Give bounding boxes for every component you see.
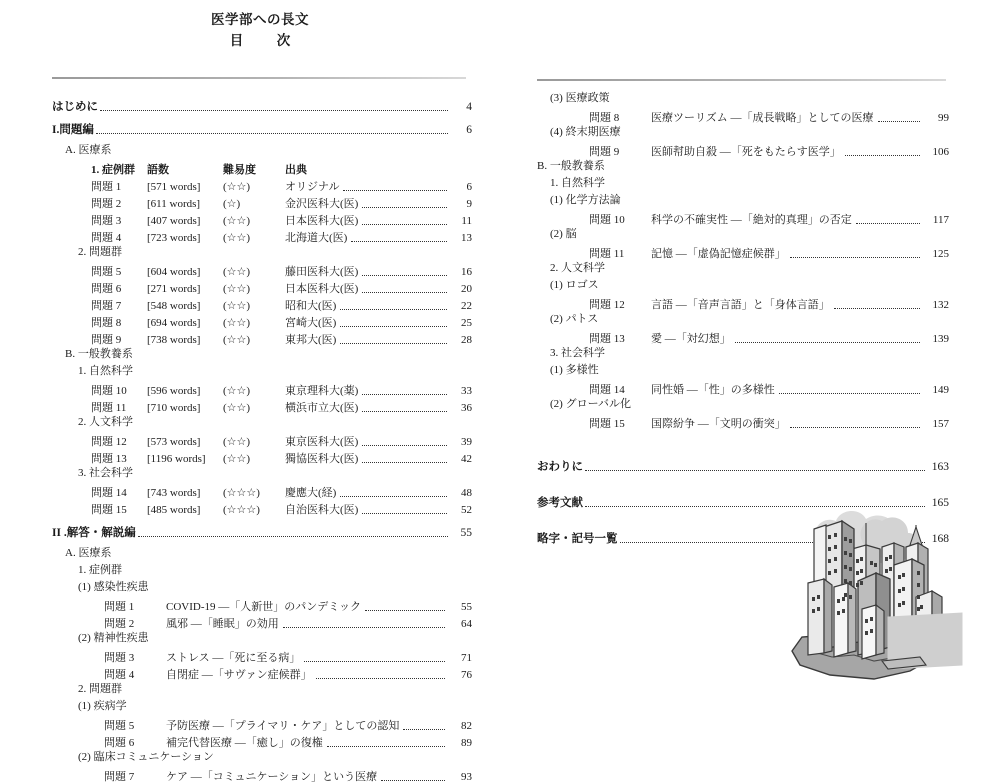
problem-page: 6	[466, 181, 472, 193]
problem-no: 問題 2	[104, 618, 135, 630]
problem-no: 問題 11	[589, 248, 625, 260]
toc-entry-page: 4	[466, 100, 472, 113]
problem-no: 問題 9	[91, 334, 122, 346]
problem-page: 71	[461, 652, 472, 664]
building-side	[848, 583, 856, 653]
dot-leader	[351, 237, 447, 242]
toc-entry-label: おわりに	[537, 460, 583, 473]
city-skyline-illustration	[770, 505, 985, 720]
problem-source: オリジナル	[285, 181, 340, 193]
problem-no: 問題 6	[91, 283, 122, 295]
toc-entry-part1[interactable]	[52, 119, 472, 136]
problem-table-part1-b1	[52, 380, 472, 414]
dot-leader	[340, 305, 447, 310]
dot-leader	[138, 532, 448, 537]
left-column-divider	[52, 77, 466, 79]
problem-no: 問題 3	[104, 652, 135, 664]
subgroup-heading-a1-2: (2) 精神性疾患	[78, 632, 149, 644]
toc-answer-row[interactable]	[52, 766, 472, 783]
problem-title: ストレス ―「死に至る病」	[166, 652, 301, 664]
problem-difficulty: (☆☆)	[223, 215, 251, 227]
problem-page: 48	[461, 487, 472, 499]
toc-entry-page: 6	[466, 123, 472, 136]
dot-leader	[878, 117, 920, 122]
problem-table-part1-b3	[52, 482, 472, 516]
toc-heading: 目 次	[229, 33, 301, 49]
problem-page: 25	[461, 317, 472, 329]
problem-words: [738 words]	[147, 334, 201, 346]
toc-answer-row[interactable]	[537, 413, 949, 430]
subgroup-heading-b2-1: (1) ロゴス	[550, 279, 599, 291]
toc-entry-label: はじめに	[52, 100, 98, 113]
problem-title: 言語 ―「音声言語」と「身体言語」	[651, 299, 830, 311]
section-heading-part2-a: A. 医療系	[65, 547, 112, 559]
dot-leader	[362, 509, 447, 514]
problem-page: 16	[461, 266, 472, 278]
problem-no: 問題 7	[104, 771, 135, 783]
problem-difficulty: (☆☆)	[223, 436, 251, 448]
problem-table-part1-a1	[52, 159, 472, 244]
toc-answer-row[interactable]	[52, 715, 472, 732]
group-heading-a2: 2. 問題群	[78, 246, 122, 258]
problem-page: 106	[932, 146, 949, 158]
problem-words: [710 words]	[147, 402, 201, 414]
problem-page: 139	[932, 333, 949, 345]
toc-answer-row[interactable]	[537, 294, 949, 311]
problem-title: 愛 ―「対幻想」	[651, 333, 731, 345]
group-heading-part2-a2: 2. 問題群	[78, 683, 122, 695]
toc-entry-label: II .解答・解説編	[52, 526, 136, 539]
building	[862, 605, 876, 659]
table-row[interactable]	[91, 295, 472, 312]
problem-page: 22	[461, 300, 472, 312]
building-side	[824, 579, 832, 653]
toc-answer-row[interactable]	[537, 328, 949, 345]
problem-page: 157	[932, 418, 949, 430]
dot-leader	[362, 407, 447, 412]
problem-words: [271 words]	[147, 283, 201, 295]
group-heading-b1: 1. 自然科学	[78, 365, 133, 377]
dot-leader	[585, 466, 925, 471]
table-row[interactable]	[91, 210, 472, 227]
problem-source: 昭和大(医)	[285, 300, 337, 312]
problem-no: 問題 10	[589, 214, 625, 226]
problem-words: [743 words]	[147, 487, 201, 499]
toc-answer-row[interactable]	[537, 243, 949, 260]
column-header-words: 語数	[147, 164, 169, 176]
column-header-source: 出典	[285, 164, 307, 176]
problem-no: 問題 1	[91, 181, 122, 193]
problem-page: 55	[461, 601, 472, 613]
toc-left-column	[52, 90, 472, 783]
subgroup-heading-b2-2: (2) パトス	[550, 313, 599, 325]
dot-leader	[96, 129, 448, 134]
problem-source: 東京理科大(薬)	[285, 385, 359, 397]
spacer	[537, 430, 949, 450]
problem-difficulty: (☆☆)	[223, 300, 251, 312]
dot-leader	[283, 623, 445, 628]
problem-page: 11	[461, 215, 472, 227]
problem-no: 問題 14	[91, 487, 127, 499]
problem-source: 自治医科大(医)	[285, 504, 359, 516]
dot-leader	[790, 253, 920, 258]
table-row[interactable]	[91, 278, 472, 295]
toc-entry-part2[interactable]	[52, 522, 472, 539]
subgroup-heading-a1-1: (1) 感染性疾患	[78, 581, 149, 593]
table-row[interactable]	[91, 380, 472, 397]
dot-leader	[362, 271, 447, 276]
problem-no: 問題 10	[91, 385, 127, 397]
toc-answer-row[interactable]	[537, 141, 949, 158]
problem-title: 医師幇助自殺 ―「死をもたらす医学」	[651, 146, 841, 158]
subgroup-heading-a2-4: (4) 終末期医療	[550, 126, 621, 138]
toc-entry-page: 163	[931, 460, 949, 473]
problem-words: [573 words]	[147, 436, 201, 448]
table-row[interactable]	[91, 431, 472, 448]
dot-leader	[735, 338, 920, 343]
problem-difficulty: (☆☆)	[223, 317, 251, 329]
problem-difficulty: (☆☆)	[223, 283, 251, 295]
dot-leader	[856, 219, 920, 224]
problem-no: 問題 9	[589, 146, 620, 158]
problem-source: 日本医科大(医)	[285, 283, 359, 295]
problem-table-part1-a2	[52, 261, 472, 346]
problem-no: 問題 14	[589, 384, 625, 396]
problem-no: 問題 8	[91, 317, 122, 329]
problem-no: 問題 12	[589, 299, 625, 311]
table-row[interactable]	[91, 499, 472, 516]
table-row[interactable]	[91, 448, 472, 465]
problem-source: 北海道大(医)	[285, 232, 348, 244]
toc-entry-label: I.問題編	[52, 123, 94, 136]
building-side	[876, 605, 884, 655]
problem-no: 問題 11	[91, 402, 127, 414]
toc-answer-row[interactable]	[52, 613, 472, 630]
problem-page: 149	[932, 384, 949, 396]
dot-leader	[779, 389, 920, 394]
dot-leader	[362, 288, 447, 293]
problem-source: 慶應大(経)	[285, 487, 337, 499]
table-row[interactable]	[91, 193, 472, 210]
dot-leader	[362, 458, 447, 463]
problem-difficulty: (☆☆)	[223, 385, 251, 397]
right-column-divider	[537, 79, 946, 81]
toc-entry-page: 55	[460, 526, 472, 539]
problem-title: COVID-19 ―「人新世」のパンデミック	[166, 601, 362, 613]
dot-leader	[340, 339, 447, 344]
problem-difficulty: (☆☆)	[223, 334, 251, 346]
toc-answer-row[interactable]	[537, 379, 949, 396]
problem-page: 82	[461, 720, 472, 732]
subgroup-heading-b3-2: (2) グローバル化	[550, 398, 632, 410]
table-row[interactable]	[91, 397, 472, 414]
problem-title: 風邪 ―「睡眠」の効用	[166, 618, 279, 630]
dot-leader	[362, 441, 447, 446]
problem-no: 問題 7	[91, 300, 122, 312]
subgroup-heading-b3-1: (1) 多様性	[550, 364, 599, 376]
group-heading-part2-b1: 1. 自然科学	[550, 177, 605, 189]
problem-words: [1196 words]	[147, 453, 206, 465]
problem-page: 64	[461, 618, 472, 630]
problem-page: 20	[461, 283, 472, 295]
problem-title: 国際紛争 ―「文明の衝突」	[651, 418, 786, 430]
problem-page: 117	[932, 214, 949, 226]
problem-words: [596 words]	[147, 385, 201, 397]
problem-difficulty: (☆☆)	[223, 232, 251, 244]
dot-leader	[316, 674, 445, 679]
column-header-difficulty: 難易度	[223, 164, 256, 176]
dot-leader	[100, 106, 448, 111]
problem-difficulty: (☆☆☆)	[223, 487, 260, 499]
table-row[interactable]	[91, 312, 472, 329]
problem-no: 問題 1	[104, 601, 135, 613]
problem-source: 横浜市立大(医)	[285, 402, 359, 414]
problem-page: 33	[461, 385, 472, 397]
problem-difficulty: (☆)	[223, 198, 241, 210]
problem-table-header	[91, 159, 472, 176]
problem-difficulty: (☆☆)	[223, 266, 251, 278]
problem-page: 36	[461, 402, 472, 414]
problem-page: 132	[932, 299, 949, 311]
dot-leader	[362, 390, 447, 395]
table-row[interactable]	[91, 261, 472, 278]
dot-leader	[304, 657, 445, 662]
problem-words: [571 words]	[147, 181, 201, 193]
problem-no: 問題 8	[589, 112, 620, 124]
problem-no: 問題 15	[91, 504, 127, 516]
subgroup-heading-a2-1: (1) 疾病学	[78, 700, 127, 712]
table-row[interactable]	[91, 176, 472, 193]
group-heading-part2-b2: 2. 人文科学	[550, 262, 605, 274]
problem-title: 科学の不確実性 ―「絶対的真理」の否定	[651, 214, 852, 226]
problem-words: [485 words]	[147, 504, 201, 516]
problem-page: 39	[461, 436, 472, 448]
problem-title: 記憶 ―「虚偽記憶症候群」	[651, 248, 786, 260]
subgroup-heading-a2-3: (3) 医療政策	[550, 92, 610, 104]
toc-entry-page: 168	[931, 532, 949, 545]
problem-source: 東邦大(医)	[285, 334, 337, 346]
dot-leader	[340, 322, 447, 327]
page-header	[0, 10, 520, 52]
problem-page: 125	[932, 248, 949, 260]
table-row[interactable]	[91, 482, 472, 499]
problem-no: 問題 13	[589, 333, 625, 345]
problem-page: 52	[461, 504, 472, 516]
problem-page: 93	[461, 771, 472, 783]
problem-no: 問題 12	[91, 436, 127, 448]
problem-source: 藤田医科大(医)	[285, 266, 359, 278]
dot-leader	[327, 742, 445, 747]
problem-difficulty: (☆☆)	[223, 181, 251, 193]
dot-leader	[790, 423, 920, 428]
problem-words: [548 words]	[147, 300, 201, 312]
problem-title: 自閉症 ―「サヴァン症候群」	[166, 669, 312, 681]
toc-right-column	[537, 90, 949, 551]
problem-difficulty: (☆☆)	[223, 402, 251, 414]
group-heading-b2: 2. 人文科学	[78, 416, 133, 428]
problem-no: 問題 13	[91, 453, 127, 465]
problem-page: 9	[466, 198, 472, 210]
table-row[interactable]	[91, 227, 472, 244]
toc-answer-row[interactable]	[52, 664, 472, 681]
table-row[interactable]	[91, 329, 472, 346]
problem-words: [723 words]	[147, 232, 201, 244]
problem-table-part1-b2	[52, 431, 472, 465]
problem-source: 日本医科大(医)	[285, 215, 359, 227]
problem-page: 99	[938, 112, 949, 124]
group-heading-a1: 1. 症例群	[91, 164, 135, 176]
problem-difficulty: (☆☆)	[223, 453, 251, 465]
problem-title: 予防医療 ―「プライマリ・ケア」としての認知	[166, 720, 400, 732]
problem-source: 獨協医科大(医)	[285, 453, 359, 465]
section-heading-part2-b: B. 一般教養系	[537, 160, 605, 172]
subgroup-heading-a2-2: (2) 臨床コミュニケーション	[78, 751, 214, 763]
section-heading-part1-b: B. 一般教養系	[65, 348, 133, 360]
problem-title: 補完代替医療 ―「癒し」の復権	[166, 737, 323, 749]
building	[808, 579, 824, 655]
problem-title: ケア ―「コミュニケーション」という医療	[166, 771, 378, 783]
toc-entry-afterword[interactable]	[537, 456, 949, 473]
problem-source: 宮崎大(医)	[285, 317, 337, 329]
toc-answer-row[interactable]	[52, 647, 472, 664]
group-heading-part2-a1: 1. 症例群	[78, 564, 122, 576]
toc-answer-row[interactable]	[52, 596, 472, 613]
group-heading-part2-b3: 3. 社会科学	[550, 347, 605, 359]
subgroup-heading-b1-2: (2) 脳	[550, 228, 577, 240]
toc-entry-label: 参考文献	[537, 496, 583, 509]
problem-no: 問題 3	[91, 215, 122, 227]
problem-page: 76	[461, 669, 472, 681]
section-heading-part1-a: A. 医療系	[65, 144, 112, 156]
problem-difficulty: (☆☆☆)	[223, 504, 260, 516]
toc-answer-row[interactable]	[537, 107, 949, 124]
toc-entry-preface[interactable]	[52, 96, 472, 113]
problem-words: [604 words]	[147, 266, 201, 278]
problem-no: 問題 5	[104, 720, 135, 732]
problem-page: 42	[461, 453, 472, 465]
problem-page: 89	[461, 737, 472, 749]
problem-no: 問題 15	[589, 418, 625, 430]
problem-words: [407 words]	[147, 215, 201, 227]
problem-title: 医療ツーリズム ―「成長戦略」としての医療	[651, 112, 874, 124]
dot-leader	[362, 220, 447, 225]
subgroup-heading-b1-1: (1) 化学方法論	[550, 194, 621, 206]
dot-leader	[362, 203, 447, 208]
dot-leader	[365, 606, 445, 611]
problem-no: 問題 6	[104, 737, 135, 749]
problem-no: 問題 5	[91, 266, 122, 278]
toc-entry-page: 165	[931, 496, 949, 509]
problem-source: 東京医科大(医)	[285, 436, 359, 448]
toc-entry-label: 略字・記号一覧	[537, 532, 618, 545]
dot-leader	[381, 776, 445, 781]
toc-answer-row[interactable]	[537, 209, 949, 226]
problem-no: 問題 2	[91, 198, 122, 210]
dot-leader	[343, 186, 447, 191]
page-title: 医学部への長文	[211, 12, 309, 27]
toc-answer-row[interactable]	[52, 732, 472, 749]
dot-leader	[845, 151, 920, 156]
problem-title: 同性婚 ―「性」の多様性	[651, 384, 775, 396]
problem-source: 金沢医科大(医)	[285, 198, 359, 210]
problem-no: 問題 4	[104, 669, 135, 681]
problem-words: [694 words]	[147, 317, 201, 329]
problem-page: 13	[461, 232, 472, 244]
problem-no: 問題 4	[91, 232, 122, 244]
spacer	[537, 479, 949, 486]
dot-leader	[834, 304, 920, 309]
problem-words: [611 words]	[147, 198, 201, 210]
group-heading-b3: 3. 社会科学	[78, 467, 133, 479]
problem-page: 28	[461, 334, 472, 346]
dot-leader	[340, 492, 447, 497]
